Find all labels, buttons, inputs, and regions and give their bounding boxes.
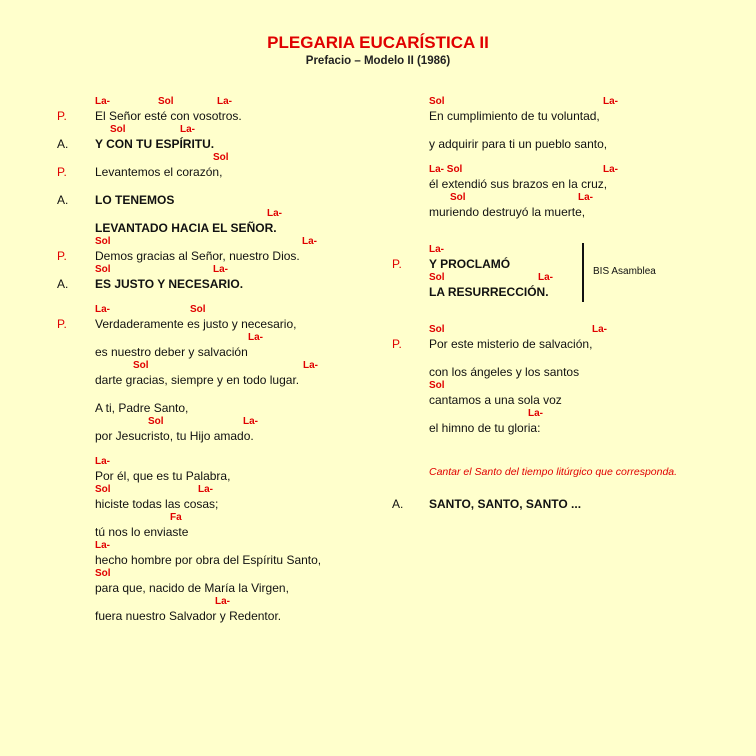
chord: Sol xyxy=(95,568,111,579)
verse-line: y adquirir para ti un pueblo santo, xyxy=(429,137,608,151)
chord: Sol xyxy=(95,236,111,247)
chord: La- xyxy=(603,164,618,175)
verse-line: En cumplimiento de tu voluntad, xyxy=(429,109,600,123)
verse-line: muriendo destruyó la muerte, xyxy=(429,205,586,219)
verse-line: es nuestro deber y salvación xyxy=(95,345,248,359)
chord: Sol xyxy=(148,416,164,427)
verse-line: Levantemos el corazón, xyxy=(95,165,223,179)
chord: La- xyxy=(243,416,258,427)
chord: La- xyxy=(95,456,110,467)
role-assembly: A. xyxy=(57,137,69,151)
chord: La- xyxy=(215,596,230,607)
verse-line: Por este misterio de salvación, xyxy=(429,337,593,351)
chord: Sol xyxy=(429,272,445,283)
chord: La- xyxy=(538,272,553,283)
role-priest: P. xyxy=(57,165,67,179)
chord: La- xyxy=(429,244,444,255)
response-line: Y CON TU ESPÍRITU. xyxy=(95,137,215,151)
chord: Sol xyxy=(95,484,111,495)
response-line: LO TENEMOS xyxy=(95,193,175,207)
chord: Sol xyxy=(110,124,126,135)
response-line: LA RESURRECCIÓN. xyxy=(429,285,549,299)
chord: Sol xyxy=(450,192,466,203)
response-line: Y PROCLAMÓ xyxy=(429,257,511,271)
role-priest: P. xyxy=(392,257,402,271)
chord: La- xyxy=(578,192,593,203)
verse-line: Demos gracias al Señor, nuestro Dios. xyxy=(95,249,300,263)
response-line: SANTO, SANTO, SANTO ... xyxy=(429,497,582,511)
verse-line: Por él, que es tu Palabra, xyxy=(95,469,231,483)
response-line: ES JUSTO Y NECESARIO. xyxy=(95,277,244,291)
role-priest: P. xyxy=(57,109,67,123)
role-assembly: A. xyxy=(392,497,404,511)
role-priest: P. xyxy=(392,337,402,351)
chord: La- xyxy=(603,96,618,107)
chord: Sol xyxy=(429,380,445,391)
chord: La- xyxy=(303,360,318,371)
verse-line: cantamos a una sola voz xyxy=(429,393,562,407)
chord: La- xyxy=(180,124,195,135)
verse-line: A ti, Padre Santo, xyxy=(95,401,189,415)
verse-line: por Jesucristo, tu Hijo amado. xyxy=(95,429,254,443)
chord: Fa xyxy=(170,512,182,523)
verse-line: darte gracias, siempre y en todo lugar. xyxy=(95,373,300,387)
page-subtitle: Prefacio – Modelo II (1986) xyxy=(305,55,451,67)
bis-bracket xyxy=(582,243,584,302)
chord: La- xyxy=(267,208,282,219)
response-line: LEVANTADO HACIA EL SEÑOR. xyxy=(95,221,277,235)
chord: La- xyxy=(213,264,228,275)
page-title: PLEGARIA EUCARÍSTICA II xyxy=(267,33,489,52)
chord: Sol xyxy=(213,152,229,163)
chord: Sol xyxy=(133,360,149,371)
chord: La- xyxy=(95,304,110,315)
role-assembly: A. xyxy=(57,277,69,291)
chord: Sol xyxy=(190,304,206,315)
chord: La- xyxy=(198,484,213,495)
role-assembly: A. xyxy=(57,193,69,207)
chord: La- xyxy=(95,96,110,107)
verse-line: Verdaderamente es justo y necesario, xyxy=(95,317,297,331)
verse-line: el himno de tu gloria: xyxy=(429,421,541,435)
verse-line: él extendió sus brazos en la cruz, xyxy=(429,177,608,191)
verse-line: hecho hombre por obra del Espíritu Santo, xyxy=(95,553,322,567)
role-priest: P. xyxy=(57,317,67,331)
verse-line: hiciste todas las cosas; xyxy=(95,497,219,511)
role-priest: P. xyxy=(57,249,67,263)
verse-line: El Señor esté con vosotros. xyxy=(95,109,242,123)
verse-line: fuera nuestro Salvador y Redentor. xyxy=(95,609,282,623)
chord: La- xyxy=(592,324,607,335)
bis-label: BIS Asamblea xyxy=(593,266,656,277)
chord: Sol xyxy=(429,96,445,107)
chord: La- xyxy=(217,96,232,107)
chord: La- xyxy=(302,236,317,247)
chord: Sol xyxy=(158,96,174,107)
chord: Sol xyxy=(429,324,445,335)
verse-line: con los ángeles y los santos xyxy=(429,365,580,379)
chord: La- xyxy=(528,408,543,419)
chord: La- xyxy=(248,332,263,343)
chord: La- xyxy=(95,540,110,551)
chord: La- Sol xyxy=(429,164,463,175)
verse-line: para que, nacido de María la Virgen, xyxy=(95,581,289,595)
rubric-note: Cantar el Santo del tiempo litúrgico que corresponda. xyxy=(429,466,678,478)
verse-line: tú nos lo enviaste xyxy=(95,525,189,539)
chord: Sol xyxy=(95,264,111,275)
